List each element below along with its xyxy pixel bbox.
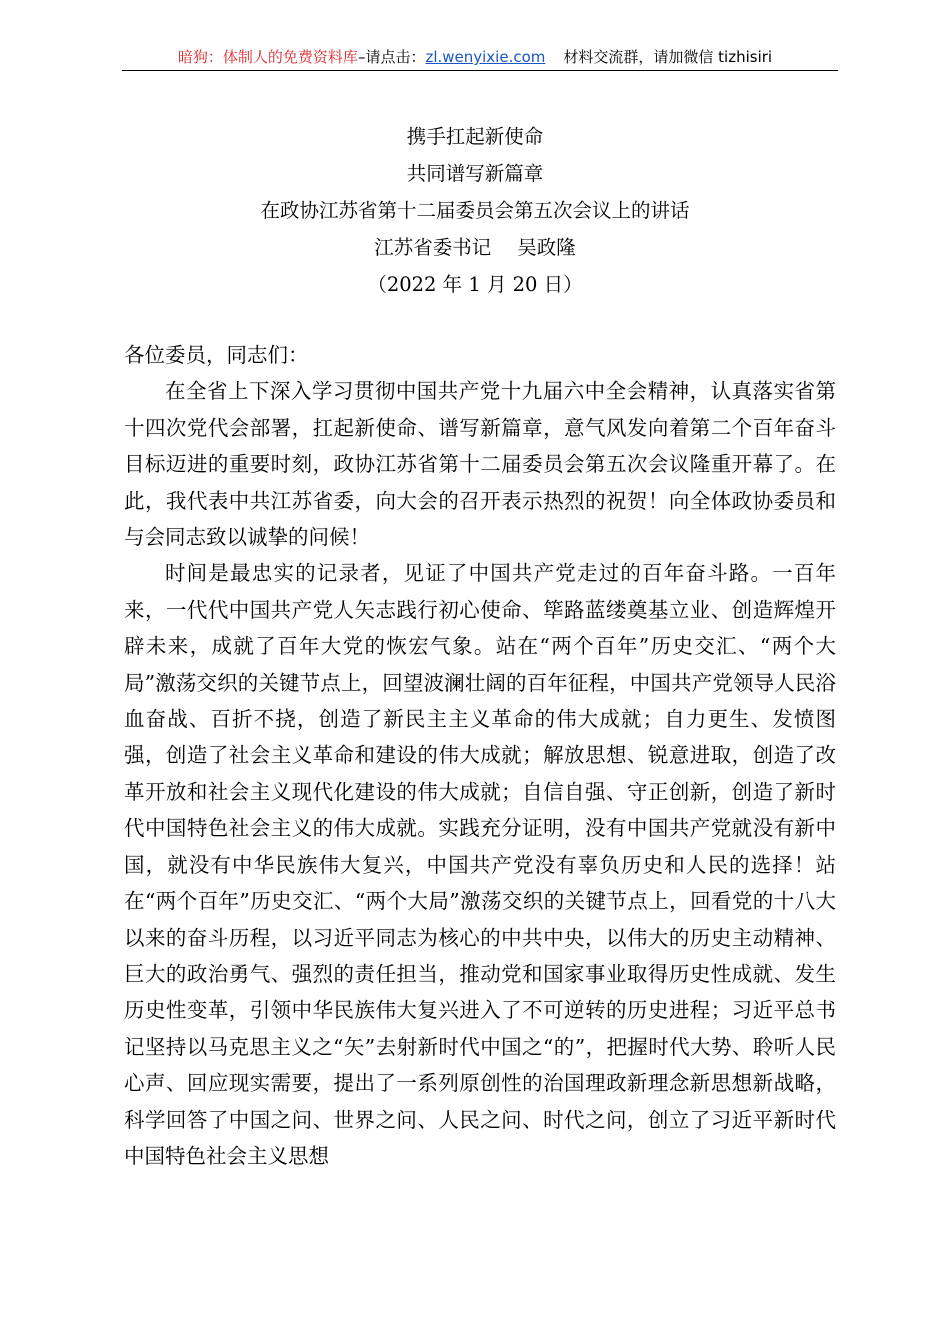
title-line-1: 携手扛起新使命 <box>406 125 544 148</box>
header-divider <box>122 70 838 71</box>
page-header <box>0 46 950 68</box>
body-text <box>124 337 836 1174</box>
author-name: 吴政隆 <box>517 236 576 259</box>
header-brand: 暗狗：体制人的免费资料库 <box>177 48 358 66</box>
author-line <box>0 229 950 266</box>
title-block <box>0 118 950 303</box>
title-line-2: 共同谱写新篇章 <box>406 162 544 185</box>
header-group-note: 材料交流群，请加微信 tizhisiri <box>563 48 773 66</box>
paragraph-1: 在全省上下深入学习贯彻中国共产党十九届六中全会精神，认真落实省第十四次党代会部署，扛起新使命、谱写新篇章，意气风发向着第二个百年奋斗目标迈进的重要时刻，政协江苏省第十二届委员会第五次会议隆重开幕了。在此，我代表中共江苏省委，向大会的召开表示热烈的祝贺！向全体政协委员和与会同志致以诚挚的问候！ <box>124 379 836 550</box>
speech-date: （2022 年 1 月 20 日） <box>367 273 583 296</box>
author-role: 江苏省委书记 <box>374 236 492 259</box>
header-prompt: –请点击： <box>357 48 426 66</box>
paragraph-2: 时间是最忠实的记录者，见证了中国共产党走过的百年奋斗路。一百年来，一代代中国共产党人矢志践行初心使命、筚路蓝缕奠基立业、创造辉煌开辟未来，成就了百年大党的恢宏气象。站在“两个百年”历史交汇、“两个大局”激荡交织的关键节点上，回望波澜壮阔的百年征程，中国共产党领导人民浴血奋战、百折不挠，创造了新民主主义革命的伟大成就；自力更生、发愤图强，创造了社会主义革命和建设的伟大成就；解放思想、锐意进取，创造了改革开放和社会主义现代化建设的伟大成就；自信自强、守正创新，创造了新时代中国特色社会主义的伟大成就。实践充分证明，没有中国共产党就没有新中国，就没有中华民族伟大复兴，中国共产党没有辜负历史和人民的选择！站在“两个百年”历史交汇、“两个大局”激荡交织的关键节点上，回看党的十八大以来的奋斗历程，以习近平同志为核心的中共中央，以伟大的历史主动精神、巨大的政治勇气、强烈的责任担当，推动党和国家事业取得历史性成就、发生历史性变革，引领中华民族伟大复兴进入了不可逆转的历史进程；习近平总书记坚持以马克思主义之“矢”去射新时代中国之“的”，把握时代大势、聆听人民心声、回应现实需要，提出了一系列原创性的治国理政新理念新思想新战略，科学回答了中国之问、世界之问、人民之问、时代之问，创立了习近平新时代中国特色社会主义思想 <box>124 561 836 1168</box>
speech-subtitle: 在政协江苏省第十二届委员会第五次会议上的讲话 <box>260 199 690 222</box>
salutation: 各位委员，同志们： <box>124 343 309 367</box>
header-link[interactable]: zl.wenyixie.com <box>425 48 546 66</box>
